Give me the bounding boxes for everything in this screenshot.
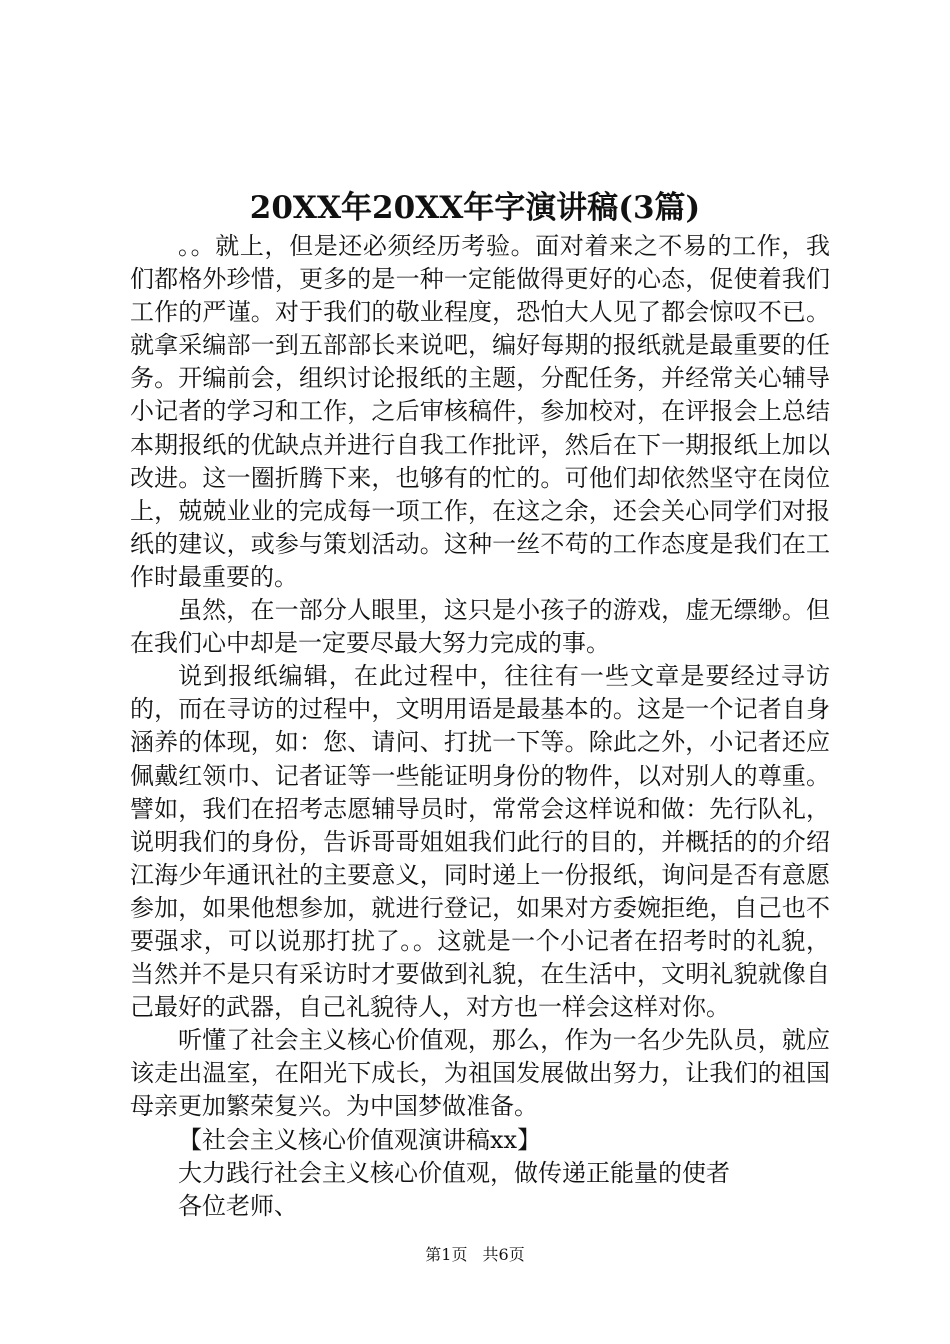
page-footer <box>0 1244 950 1266</box>
document-body <box>130 230 830 1223</box>
paragraph-2: 虽然，在一部分人眼里，这只是小孩子的游戏，虚无缥缈。但在我们心中却是一定要尽最大努力完成的事。 <box>130 596 830 658</box>
paragraph-4: 听懂了社会主义核心价值观，那么，作为一名少先队员，就应该走出温室，在阳光下成长，为祖国发展做出努力，让我们的祖国母亲更加繁荣复兴。为中国梦做准备。 <box>130 1026 830 1121</box>
paragraph-5: 【社会主义核心价值观演讲稿xx】 <box>178 1125 542 1154</box>
page-total: 共6页 <box>482 1245 525 1264</box>
paragraph-6: 大力践行社会主义核心价值观，做传递正能量的使者 <box>178 1158 730 1187</box>
page-number: 第1页 <box>425 1245 468 1264</box>
document-title: 20XX年20XX年字演讲稿(3篇) <box>249 190 701 226</box>
paragraph-3: 说到报纸编辑，在此过程中，往往有一些文章是要经过寻访的，而在寻访的过程中，文明用语是最基本的。这是一个记者自身涵养的体现，如：您、请问、打扰一下等。除此之外，小记者还应佩戴红领巾、记者证等一些能证明身份的物件，以对别人的尊重。譬如，我们在招考志愿辅导员时，常常会这样说和做：先行队礼，说明我们的身份，告诉哥哥姐姐我们此行的目的，并概括的的介绍江海少年通讯社的主要意义，同时递上一份报纸，询问是否有意愿参加，如果他想参加，就进行登记，如果对方委婉拒绝，自己也不要强求，可以说那打扰了。。这就是一个小记者在招考时的礼貌，当然并不是只有采访时才要做到礼貌，在生活中，文明礼貌就像自己最好的武器，自己礼貌待人，对方也一样会这样对你。 <box>130 662 830 1022</box>
paragraph-1: 。。就上，但是还必须经历考验。面对着来之不易的工作，我们都格外珍惜，更多的是一种一定能做得更好的心态，促使着我们工作的严谨。对于我们的敬业程度，恐怕大人见了都会惊叹不已。就拿采编部一到五部部长来说吧，编好每期的报纸就是最重要的任务。开编前会，组织讨论报纸的主题，分配任务，并经常关心辅导小记者的学习和工作，之后审核稿件，参加校对，在评报会上总结本期报纸的优缺点并进行自我工作批评，然后在下一期报纸上加以改进。这一圈折腾下来，也够有的忙的。可他们却依然坚守在岗位上，兢兢业业的完成每一项工作，在这之余，还会关心同学们对报纸的建议，或参与策划活动。这种一丝不苟的工作态度是我们在工作时最重要的。 <box>130 232 830 591</box>
paragraph-7: 各位老师、 <box>178 1191 298 1220</box>
